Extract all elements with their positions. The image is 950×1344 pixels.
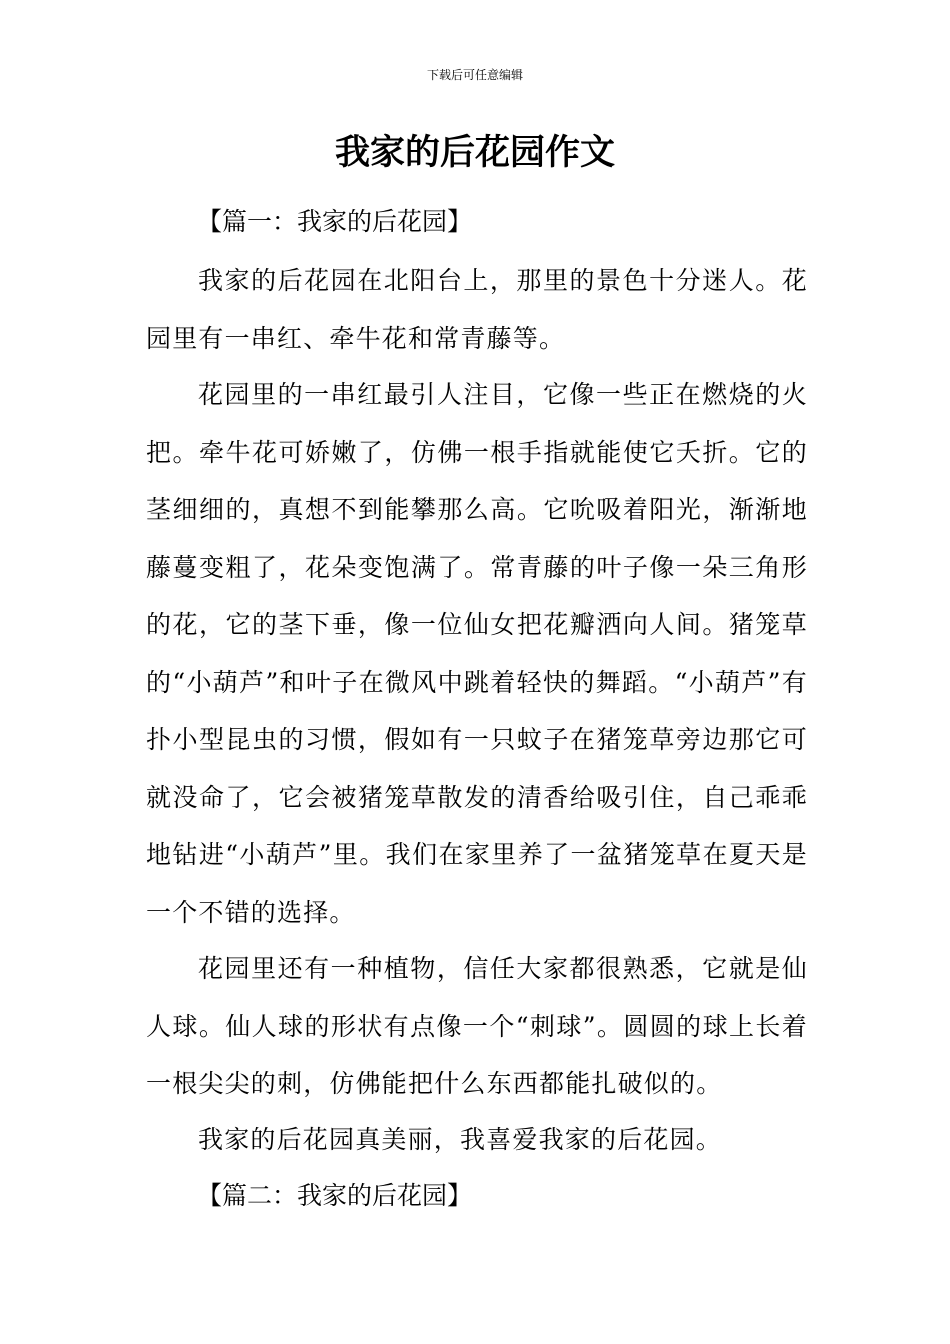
section-heading-2: 【篇二：我家的后花园】: [197, 1181, 473, 1210]
paragraph-3: 花园里还有一种植物，信任大家都很熟悉，它就是仙人球。仙人球的形状有点像一个“刺球”。圆圆的球上长着一根尖尖的刺，仿佛能把什么东西都能扎破似的。: [146, 954, 808, 1098]
section-heading-1: 【篇一：我家的后花园】: [197, 207, 473, 236]
paragraph-4: 我家的后花园真美丽，我喜爱我家的后花园。: [198, 1125, 723, 1154]
paragraph-2: 花园里的一串红最引人注目，它像一些正在燃烧的火把。牵牛花可娇嫩了，仿佛一根手指就能使它夭折。它的茎细细的，真想不到能攀那么高。它吮吸着阳光，渐渐地藤蔓变粗了，花朵变饱满了。常青藤的叶子像一朵三角形的花，它的茎下垂，像一位仙女把花瓣洒向人间。猪笼草的“小葫芦”和叶子在微风中跳着轻快的舞蹈。“小葫芦”有扑小型昆虫的习惯，假如有一只蚊子在猪笼草旁边那它可就没命了，它会被猪笼草散发的清香给吸引住，自己乖乖地钻进“小葫芦”里。我们在家里养了一盆猪笼草在夏天是一个不错的选择。: [146, 380, 808, 927]
header-note: 下载后可任意编辑: [426, 68, 523, 82]
document-title: 我家的后花园作文: [334, 133, 615, 173]
paragraph-1: 我家的后花园在北阳台上，那里的景色十分迷人。花园里有一串红、牵牛花和常青藤等。: [146, 266, 808, 353]
